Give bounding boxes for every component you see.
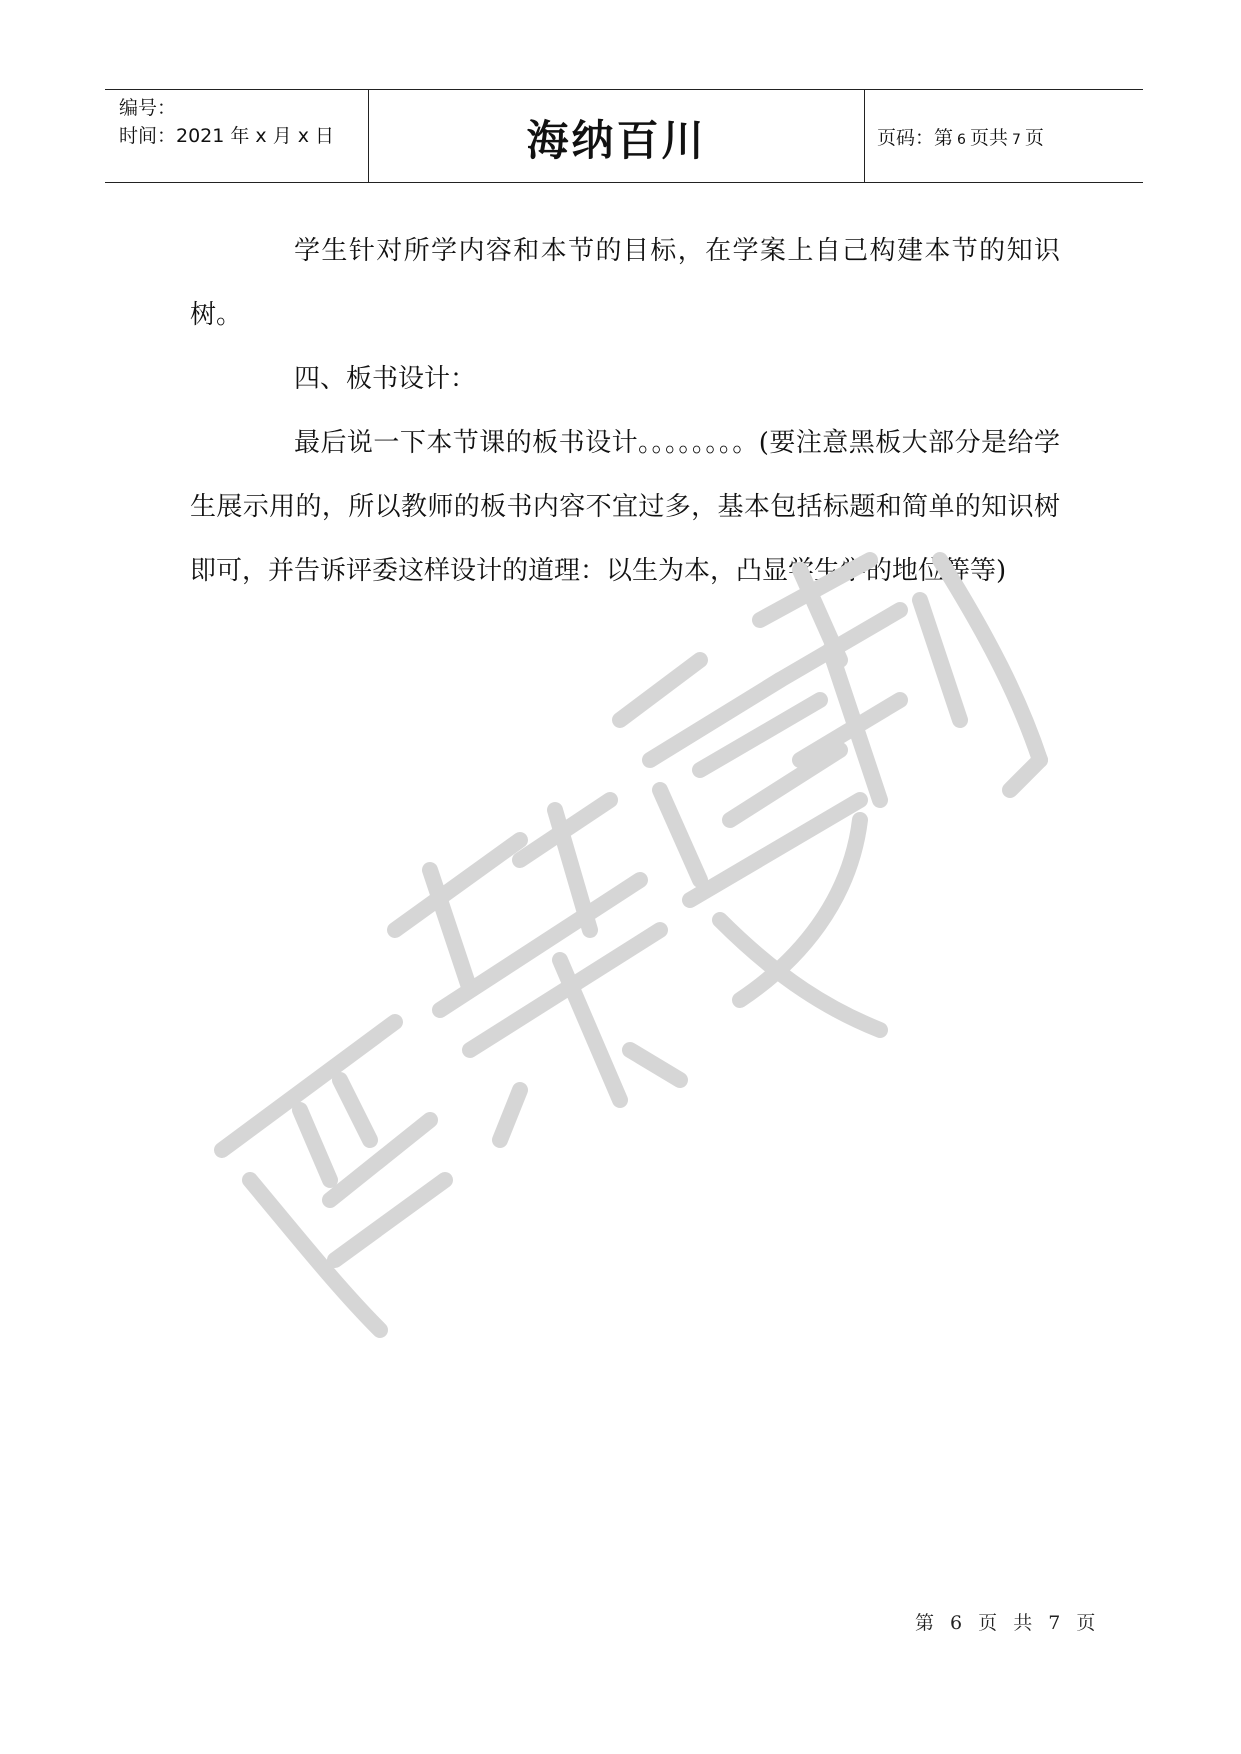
paragraph-knowledge-tree: 学生针对所学内容和本节的目标，在学案上自己构建本节的知识树。 (190, 236, 1060, 330)
paragraph-board-design: 最后说一下本节课的板书设计。。。。。。。。(要注意黑板大部分是给学生展示用的，所以教师的板书内容不宜过多，基本包括标题和简单的知识树即可，并告诉评委这样设计的道理：以生为本，凸显学生学的地位等等) (190, 428, 1060, 586)
page-prefix: 页码：第 (877, 126, 954, 149)
brand-title: 海纳百川 (526, 116, 707, 165)
header-page-cell (865, 90, 1143, 182)
section-heading-board-design: 四、板书设计： (294, 364, 477, 394)
serial-label: 编号： (119, 97, 177, 119)
header-meta (105, 90, 369, 182)
page-suffix: 页 (1024, 126, 1044, 149)
page-total: 7 (1011, 131, 1021, 148)
watermark-strokes (222, 560, 1040, 1330)
header-page-number (877, 123, 1044, 150)
header-brand-cell (369, 90, 865, 182)
page-mid: 页共 (969, 126, 1008, 149)
page-current: 6 (957, 131, 966, 148)
body-content (190, 219, 1060, 603)
page-header (105, 89, 1143, 183)
page-footer: 第 6 页 共 7 页 (915, 1612, 1101, 1634)
date-line: 时间：2021 年 x 月 x 日 (119, 125, 335, 147)
